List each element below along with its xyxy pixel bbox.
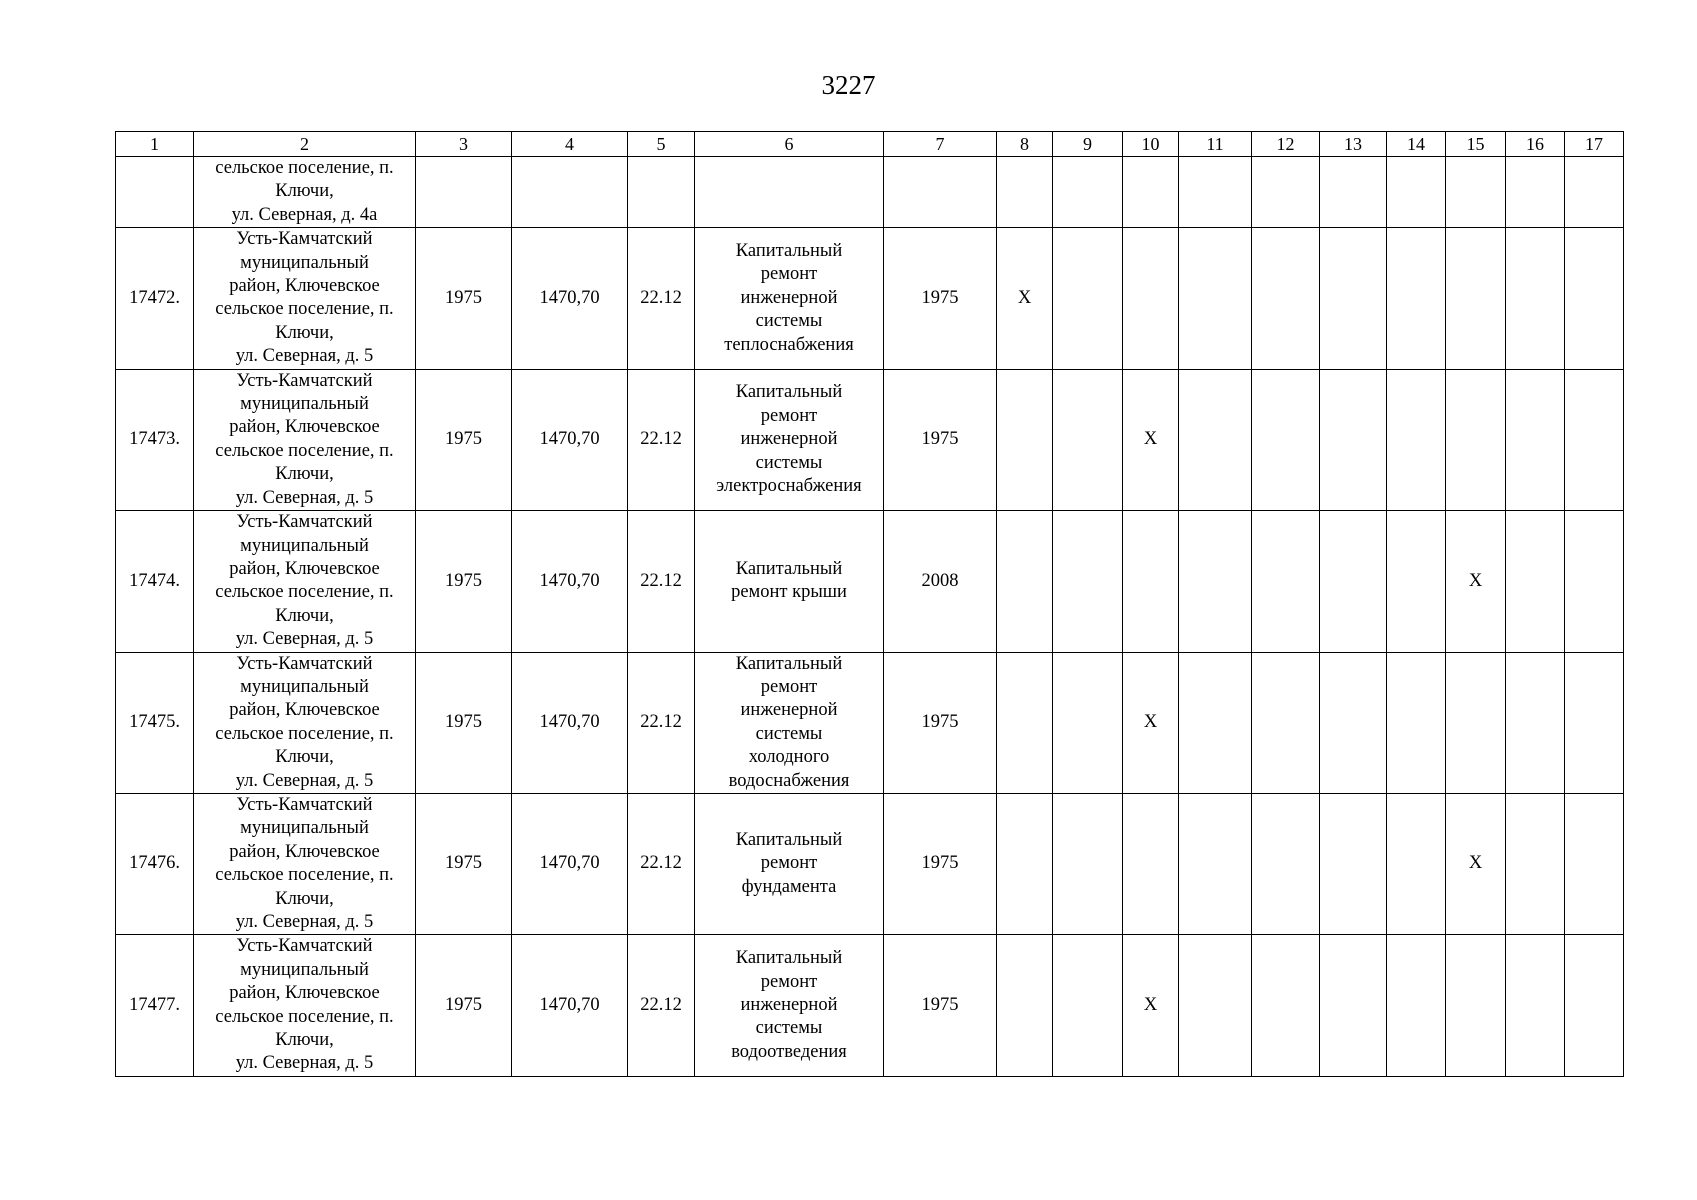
mark-cell xyxy=(1179,511,1252,652)
address-line: сельское поселение, п. xyxy=(215,1006,394,1027)
address-line: Усть-Камчатский xyxy=(236,229,373,250)
mark-cell xyxy=(1252,652,1320,793)
empty-cell xyxy=(1506,157,1565,228)
mark-cell xyxy=(1506,511,1565,652)
code-value: 22.12 xyxy=(628,652,695,793)
row-number: 17475. xyxy=(116,652,194,793)
empty-cell xyxy=(116,157,194,228)
mark-cell: X xyxy=(997,228,1053,369)
work-type-cell xyxy=(695,935,884,1076)
mark-cell xyxy=(1053,228,1123,369)
address-line: Усть-Камчатский xyxy=(236,794,373,815)
empty-cell xyxy=(628,157,695,228)
address-line: муниципальный xyxy=(240,818,369,839)
address-cell xyxy=(194,652,416,793)
work-type-line: системы xyxy=(755,452,823,473)
row-number: 17477. xyxy=(116,935,194,1076)
work-type-line: ремонт xyxy=(760,264,818,285)
table-row xyxy=(116,511,1624,652)
mark-cell xyxy=(1320,369,1387,510)
address-cell xyxy=(194,157,416,228)
mark-cell: X xyxy=(1123,369,1179,510)
work-type-line: Капитальный xyxy=(735,653,843,674)
mark-cell xyxy=(1123,511,1179,652)
table-row xyxy=(116,369,1624,510)
address-line: Ключи, xyxy=(275,747,334,768)
address-cell xyxy=(194,369,416,510)
mark-cell xyxy=(1320,793,1387,934)
address-line: ул. Северная, д. 5 xyxy=(235,770,374,791)
mark-cell xyxy=(1320,652,1387,793)
register-table xyxy=(115,131,1624,1077)
column-header: 16 xyxy=(1506,132,1565,157)
mark-cell xyxy=(997,793,1053,934)
build-year: 1975 xyxy=(416,369,512,510)
address-cell xyxy=(194,935,416,1076)
mark-cell xyxy=(997,652,1053,793)
work-type-line: водоснабжения xyxy=(728,770,850,791)
address-line: сельское поселение, п. xyxy=(215,440,394,461)
column-header: 17 xyxy=(1565,132,1624,157)
column-header: 8 xyxy=(997,132,1053,157)
empty-cell xyxy=(1565,157,1624,228)
empty-cell xyxy=(997,157,1053,228)
mark-cell xyxy=(1387,652,1446,793)
work-type-line: ремонт xyxy=(760,853,818,874)
address-line: муниципальный xyxy=(240,252,369,273)
build-year: 1975 xyxy=(416,511,512,652)
address-line: сельское поселение, п. xyxy=(215,158,394,178)
work-type-line: теплоснабжения xyxy=(724,334,854,355)
mark-cell xyxy=(1446,228,1506,369)
work-type-cell xyxy=(695,511,884,652)
work-type-line: системы xyxy=(755,723,823,744)
column-header: 4 xyxy=(512,132,628,157)
mark-cell xyxy=(997,935,1053,1076)
area-value: 1470,70 xyxy=(512,511,628,652)
mark-cell xyxy=(1053,793,1123,934)
area-value: 1470,70 xyxy=(512,652,628,793)
mark-cell xyxy=(1565,935,1624,1076)
address-line: Усть-Камчатский xyxy=(236,653,373,674)
address-line: район, Ключевское xyxy=(229,983,380,1004)
address-line: Ключи, xyxy=(275,1030,334,1051)
work-type-line: инженерной xyxy=(740,287,838,308)
address-line: ул. Северная, д. 5 xyxy=(235,346,374,367)
empty-cell xyxy=(695,157,884,228)
table-row xyxy=(116,652,1624,793)
column-header: 14 xyxy=(1387,132,1446,157)
address-line: Ключи, xyxy=(275,464,334,485)
mark-cell xyxy=(1506,369,1565,510)
empty-cell xyxy=(1252,157,1320,228)
code-value: 22.12 xyxy=(628,511,695,652)
column-header: 6 xyxy=(695,132,884,157)
column-header: 5 xyxy=(628,132,695,157)
mark-cell xyxy=(1179,228,1252,369)
column-header: 12 xyxy=(1252,132,1320,157)
empty-cell xyxy=(884,157,997,228)
code-value: 22.12 xyxy=(628,793,695,934)
address-line: район, Ключевское xyxy=(229,417,380,438)
mark-cell xyxy=(1506,793,1565,934)
column-header: 7 xyxy=(884,132,997,157)
work-type-line: инженерной xyxy=(740,994,838,1015)
build-year: 1975 xyxy=(416,935,512,1076)
work-type-line: фундамента xyxy=(741,876,837,897)
column-header: 3 xyxy=(416,132,512,157)
mark-cell xyxy=(1387,793,1446,934)
mark-cell xyxy=(1565,228,1624,369)
row-number: 17476. xyxy=(116,793,194,934)
mark-cell xyxy=(1252,793,1320,934)
column-header: 9 xyxy=(1053,132,1123,157)
work-type-line: водоотведения xyxy=(731,1041,847,1062)
mark-cell xyxy=(1387,228,1446,369)
address-line: Ключи, xyxy=(275,888,334,909)
work-type-line: холодного xyxy=(748,747,830,768)
work-year: 1975 xyxy=(884,935,997,1076)
address-line: ул. Северная, д. 5 xyxy=(235,487,374,508)
mark-cell: X xyxy=(1446,793,1506,934)
column-header: 13 xyxy=(1320,132,1387,157)
address-line: район, Ключевское xyxy=(229,276,380,297)
mark-cell xyxy=(1446,935,1506,1076)
code-value: 22.12 xyxy=(628,369,695,510)
address-line: ул. Северная, д. 5 xyxy=(235,629,374,650)
page-number: 3227 xyxy=(821,70,876,100)
address-line: Ключи, xyxy=(275,181,334,202)
address-line: район, Ключевское xyxy=(229,558,380,579)
mark-cell xyxy=(1320,228,1387,369)
work-type-line: системы xyxy=(755,1018,823,1039)
address-line: Ключи, xyxy=(275,605,334,626)
mark-cell xyxy=(1387,935,1446,1076)
mark-cell xyxy=(1252,369,1320,510)
build-year: 1975 xyxy=(416,228,512,369)
address-line: Усть-Камчатский xyxy=(236,370,373,391)
address-line: сельское поселение, п. xyxy=(215,723,394,744)
address-line: ул. Северная, д. 5 xyxy=(235,912,374,932)
mark-cell xyxy=(1179,369,1252,510)
area-value: 1470,70 xyxy=(512,228,628,369)
address-line: район, Ключевское xyxy=(229,841,380,862)
address-line: ул. Северная, д. 5 xyxy=(235,1053,374,1074)
mark-cell xyxy=(1179,793,1252,934)
area-value: 1470,70 xyxy=(512,935,628,1076)
row-number: 17472. xyxy=(116,228,194,369)
work-type-cell xyxy=(695,369,884,510)
mark-cell xyxy=(1053,369,1123,510)
row-number: 17474. xyxy=(116,511,194,652)
work-type-line: Капитальный xyxy=(735,830,843,851)
work-type-line: Капитальный xyxy=(735,948,843,969)
work-type-line: ремонт xyxy=(760,405,818,426)
work-type-cell xyxy=(695,652,884,793)
empty-cell xyxy=(1387,157,1446,228)
empty-cell xyxy=(1123,157,1179,228)
work-type-line: Капитальный xyxy=(735,558,843,579)
mark-cell xyxy=(997,369,1053,510)
address-line: ул. Северная, д. 4а xyxy=(231,204,378,225)
address-line: сельское поселение, п. xyxy=(215,582,394,603)
mark-cell xyxy=(1123,228,1179,369)
work-year: 1975 xyxy=(884,369,997,510)
empty-cell xyxy=(512,157,628,228)
empty-cell xyxy=(1446,157,1506,228)
mark-cell xyxy=(1565,652,1624,793)
column-header: 1 xyxy=(116,132,194,157)
mark-cell xyxy=(1446,369,1506,510)
work-type-line: инженерной xyxy=(740,700,838,721)
build-year: 1975 xyxy=(416,793,512,934)
address-cell xyxy=(194,793,416,934)
work-type-line: Капитальный xyxy=(735,382,843,403)
mark-cell xyxy=(1053,652,1123,793)
address-line: Усть-Камчатский xyxy=(236,936,373,957)
mark-cell xyxy=(1387,369,1446,510)
code-value: 22.12 xyxy=(628,935,695,1076)
row-number: 17473. xyxy=(116,369,194,510)
build-year: 1975 xyxy=(416,652,512,793)
column-header: 15 xyxy=(1446,132,1506,157)
work-year: 1975 xyxy=(884,228,997,369)
mark-cell xyxy=(1252,511,1320,652)
address-line: муниципальный xyxy=(240,394,369,415)
mark-cell xyxy=(1053,935,1123,1076)
mark-cell xyxy=(1252,935,1320,1076)
work-type-line: ремонт крыши xyxy=(731,582,847,603)
empty-cell xyxy=(416,157,512,228)
mark-cell: X xyxy=(1123,652,1179,793)
work-type-cell xyxy=(695,228,884,369)
table-row xyxy=(116,935,1624,1076)
work-year: 1975 xyxy=(884,793,997,934)
header-row xyxy=(116,132,1624,157)
mark-cell xyxy=(1320,935,1387,1076)
address-line: район, Ключевское xyxy=(229,700,380,721)
mark-cell xyxy=(1506,652,1565,793)
address-line: сельское поселение, п. xyxy=(215,299,394,320)
work-type-line: системы xyxy=(755,311,823,332)
area-value: 1470,70 xyxy=(512,793,628,934)
address-cell xyxy=(194,511,416,652)
column-header: 10 xyxy=(1123,132,1179,157)
address-cell xyxy=(194,228,416,369)
work-type-line: ремонт xyxy=(760,676,818,697)
work-type-cell xyxy=(695,793,884,934)
continuation-row xyxy=(116,157,1624,228)
address-line: Усть-Камчатский xyxy=(236,512,373,533)
mark-cell xyxy=(1053,511,1123,652)
work-type-line: ремонт xyxy=(760,971,818,992)
mark-cell xyxy=(1179,652,1252,793)
mark-cell xyxy=(1387,511,1446,652)
work-type-line: инженерной xyxy=(740,429,838,450)
empty-cell xyxy=(1053,157,1123,228)
code-value: 22.12 xyxy=(628,228,695,369)
address-line: сельское поселение, п. xyxy=(215,865,394,886)
mark-cell xyxy=(997,511,1053,652)
work-type-line: Капитальный xyxy=(735,240,843,261)
mark-cell xyxy=(1320,511,1387,652)
address-line: муниципальный xyxy=(240,535,369,556)
mark-cell xyxy=(1565,369,1624,510)
mark-cell xyxy=(1506,228,1565,369)
column-header: 11 xyxy=(1179,132,1252,157)
mark-cell xyxy=(1506,935,1565,1076)
table-row xyxy=(116,793,1624,934)
empty-cell xyxy=(1320,157,1387,228)
address-line: муниципальный xyxy=(240,676,369,697)
mark-cell xyxy=(1123,793,1179,934)
address-line: Ключи, xyxy=(275,322,334,343)
mark-cell: X xyxy=(1123,935,1179,1076)
work-type-line: электроснабжения xyxy=(716,475,862,496)
column-header: 2 xyxy=(194,132,416,157)
mark-cell xyxy=(1446,652,1506,793)
empty-cell xyxy=(1179,157,1252,228)
work-year: 2008 xyxy=(884,511,997,652)
area-value: 1470,70 xyxy=(512,369,628,510)
address-line: муниципальный xyxy=(240,959,369,980)
mark-cell xyxy=(1565,511,1624,652)
mark-cell xyxy=(1179,935,1252,1076)
mark-cell: X xyxy=(1446,511,1506,652)
mark-cell xyxy=(1252,228,1320,369)
work-year: 1975 xyxy=(884,652,997,793)
table-row xyxy=(116,228,1624,369)
mark-cell xyxy=(1565,793,1624,934)
